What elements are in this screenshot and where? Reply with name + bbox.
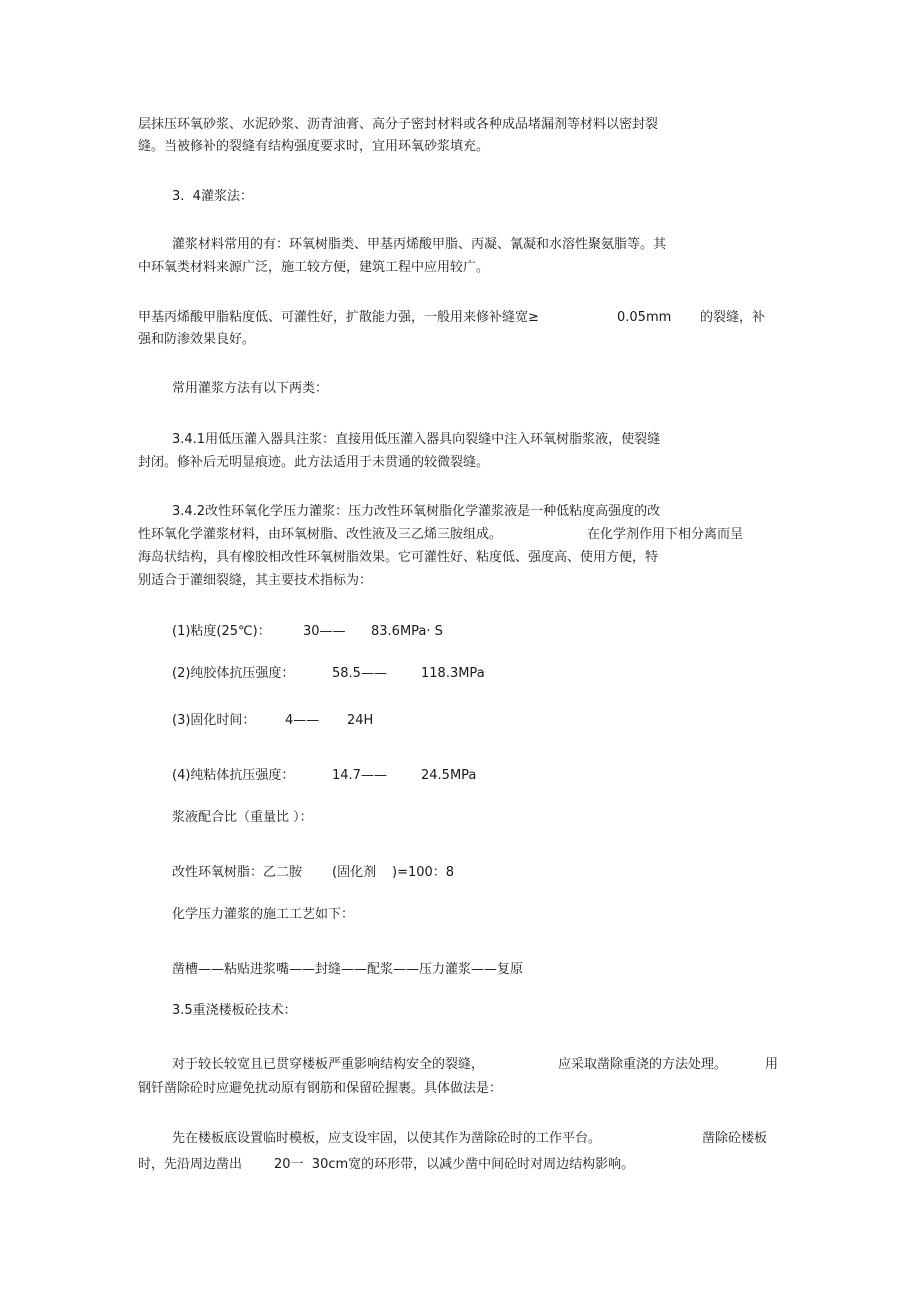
spec-4-value-1: 14.7—— — [332, 768, 387, 783]
paragraph-6-line-2a: 性环氧化学灌浆材料，由环氧树脂、改性液及三乙烯三胺组成。 — [138, 527, 503, 542]
mix-ratio-part-a: 改性环氧树脂：乙二胺 — [172, 865, 303, 880]
spec-2-value-1: 58.5—— — [332, 666, 387, 681]
paragraph-7-line-1a: 对于较长较宽且已贯穿楼板严重影响结构安全的裂缝， — [172, 1057, 485, 1072]
spec-3-value-1: 4—— — [285, 713, 320, 728]
paragraph-7-line-1c: 用 — [765, 1057, 779, 1072]
paragraph-2-line-2: 中环氧类材料来源广泛，施工较方便，建筑工程中应用较广。 — [138, 260, 490, 275]
paragraph-2-line-1: 灌浆材料常用的有：环氧树脂类、甲基丙烯酸甲脂、丙凝、氰凝和水溶性聚氨脂等。其 — [172, 237, 667, 252]
process-steps: 凿槽——粘贴进浆嘴——封缝——配浆——压力灌浆——复原 — [172, 962, 524, 977]
spec-3-label: (3)固化时间： — [172, 713, 256, 728]
paragraph-3-line-1c: 的裂缝，补 — [700, 310, 766, 325]
paragraph-6-line-3: 海岛状结构，具有橡胶相改性环氧树脂效果。它可灌性好、粘度低、强度高、使用方便，特 — [138, 550, 659, 565]
paragraph-3-line-1b: 0.05mm — [617, 310, 672, 325]
spec-4-value-2: 24.5MPa — [421, 768, 477, 783]
spec-2-value-2: 118.3MPa — [421, 666, 485, 681]
paragraph-6-line-4: 别适合于灌细裂缝，其主要技术指标为： — [138, 573, 373, 588]
spec-1-label: (1)粘度(25℃)： — [172, 624, 271, 639]
paragraph-1-line-2: 缝。当被修补的裂缝有结构强度要求时，宜用环氧砂浆填充。 — [138, 139, 490, 154]
section-heading-3-5: 3.5重浇楼板砼技术： — [172, 1003, 297, 1018]
paragraph-3-line-1a: 甲基丙烯酸甲脂粘度低、可灌性好，扩散能力强，一般用来修补缝宽≥ — [138, 310, 539, 325]
paragraph-8-line-2b: 20一 30cm宽的环形带，以减少凿中间砼时对周边结构影响。 — [274, 1157, 635, 1172]
paragraph-4: 常用灌浆方法有以下两类： — [172, 381, 329, 396]
paragraph-5-line-1: 3.4.1用低压灌入器具注浆：直接用低压灌入器具向裂缝中注入环氧树脂浆液，使裂缝 — [172, 432, 661, 447]
spec-3-value-2: 24H — [347, 713, 374, 728]
paragraph-8-line-1b: 凿除砼楼板 — [702, 1131, 768, 1146]
paragraph-7-line-2: 钢钎凿除砼时应避免扰动原有钢筋和保留砼握裹。具体做法是： — [138, 1081, 503, 1096]
mix-ratio-part-c: )=100：8 — [392, 865, 455, 880]
paragraph-8-line-1a: 先在楼板底设置临时模板，应支设牢固，以使其作为凿除砼时的工作平台。 — [172, 1131, 602, 1146]
paragraph-3-line-2: 强和防渗效果良好。 — [138, 332, 256, 347]
section-heading-3-4: 3. 4灌浆法： — [172, 189, 253, 204]
paragraph-8-line-2a: 时，先沿周边凿出 — [138, 1157, 243, 1172]
mix-ratio-part-b: (固化剂 — [332, 865, 377, 880]
paragraph-5-line-2: 封闭。修补后无明显痕迹。此方法适用于未贯通的较微裂缝。 — [138, 455, 490, 470]
spec-1-value-2: 83.6MPa· S — [371, 624, 443, 639]
paragraph-6-line-2b: 在化学剂作用下相分离而呈 — [587, 527, 744, 542]
spec-4-label: (4)纯粘体抗压强度： — [172, 768, 295, 783]
paragraph-1-line-1: 层抹压环氧砂浆、水泥砂浆、沥青油膏、高分子密封材料或各种成品堵漏剂等材料以密封裂 — [138, 117, 659, 132]
spec-2-label: (2)纯胶体抗压强度： — [172, 666, 295, 681]
paragraph-7-line-1b: 应采取凿除重浇的方法处理。 — [558, 1057, 728, 1072]
process-title: 化学压力灌浆的施工工艺如下： — [172, 907, 355, 922]
paragraph-6-line-1: 3.4.2改性环氧化学压力灌浆：压力改性环氧树脂化学灌浆液是一种低粘度高强度的改 — [172, 504, 661, 519]
spec-1-value-1: 30—— — [303, 624, 346, 639]
mix-ratio-title: 浆液配合比（重量比 ）： — [172, 810, 313, 825]
